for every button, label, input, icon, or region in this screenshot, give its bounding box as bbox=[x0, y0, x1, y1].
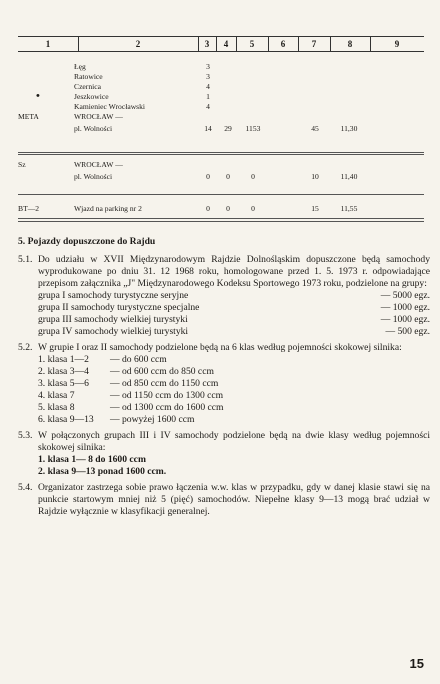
class-row bbox=[38, 378, 430, 390]
class-row bbox=[38, 390, 430, 402]
cell-time: 11,55 bbox=[340, 204, 358, 213]
class-range: — od 600 ccm do 850 ccm bbox=[110, 366, 214, 377]
header-col-4: 4 bbox=[223, 39, 229, 49]
cell-value: 1153 bbox=[245, 124, 261, 133]
class-label: 3. klasa 5—6 bbox=[38, 378, 89, 389]
class-label: 1. klasa 1—2 bbox=[38, 354, 89, 365]
paragraph-text bbox=[38, 342, 430, 426]
table-row bbox=[18, 112, 424, 122]
cell-value: 3 bbox=[206, 72, 210, 81]
class-row bbox=[38, 366, 430, 378]
cell-value: 15 bbox=[311, 204, 319, 213]
group-label: grupa II samochody turystyczne specjalne bbox=[38, 302, 200, 313]
cell-code: META bbox=[18, 112, 39, 121]
cell-place: pl. Wolności bbox=[74, 172, 113, 181]
class-label: 2. klasa 3—4 bbox=[38, 366, 89, 377]
table-row bbox=[18, 102, 424, 112]
class-row bbox=[38, 414, 430, 426]
table-row bbox=[18, 124, 424, 134]
class-row bbox=[38, 354, 430, 366]
group-value: — 1000 egz. bbox=[380, 314, 430, 325]
class-item: 1. klasa 1— 8 do 1600 ccm bbox=[38, 454, 146, 465]
cell-value: 3 bbox=[206, 62, 210, 71]
paragraph-5-3 bbox=[18, 430, 430, 478]
header-col-7: 7 bbox=[311, 39, 317, 49]
cell-place: Łęg bbox=[74, 62, 86, 71]
paragraph-content: Do udziału w XVII Międzynarodowym Rajdzie Dolnośląskim dopuszczone będą samochody wyprodukowane po dniu 31. 12 1968 roku, homologowane przed 1. 5. 1973 r. odpowiadające przepisom załącznika „J" Międzynarodowego Kodeksu Sportowego 1973 roku, podzielone na grupy: bbox=[38, 254, 430, 289]
cell-place: Jeszkowice bbox=[74, 92, 109, 101]
group-label: grupa I samochody turystyczne seryjne bbox=[38, 290, 189, 301]
cell-value: 10 bbox=[311, 172, 319, 181]
class-range: — od 850 ccm do 1150 ccm bbox=[110, 378, 219, 389]
cell-value: 0 bbox=[226, 204, 230, 213]
cell-time: 11,30 bbox=[340, 124, 358, 133]
cell-place: Kamieniec Wrocławski bbox=[74, 102, 146, 111]
table-row bbox=[18, 172, 424, 182]
class-range: — od 1300 ccm do 1600 ccm bbox=[110, 402, 224, 413]
table-row bbox=[18, 92, 424, 102]
cell-time: 11,40 bbox=[340, 172, 358, 181]
paragraph-content: W połączonych grupach III i IV samochody podzielone będą na dwie klasy według pojemności skokowej silnika: bbox=[38, 430, 430, 453]
route-table bbox=[18, 36, 424, 213]
class-range: — od 1150 ccm do 1300 ccm bbox=[110, 390, 224, 401]
class-item: 2. klasa 9—13 ponad 1600 ccm. bbox=[38, 466, 167, 477]
paragraph-text bbox=[38, 430, 430, 478]
cell-value: 29 bbox=[224, 124, 232, 133]
cell-value: 0 bbox=[251, 204, 255, 213]
cell-value: 0 bbox=[251, 172, 255, 181]
header-col-8: 8 bbox=[347, 39, 353, 49]
paragraph-content: W grupie I oraz II samochody podzielone będą na 6 klas według pojemności skokowej silnika: bbox=[38, 342, 402, 353]
class-label: 5. klasa 8 bbox=[38, 402, 75, 413]
cell-value: 4 bbox=[206, 102, 210, 111]
paragraph-text: Organizator zastrzega sobie prawo łączenia w.w. klas w przypadku, gdy w danej klasie stawi się na punkcie startowym mniej niż 5 (pięć) samochodów. Niepełne klasy 9—13 mogą brać udział w Rajdzie wyłącznie w klasyfikacji generalnej. bbox=[38, 482, 430, 517]
table-row bbox=[18, 62, 424, 72]
cell-value: 0 bbox=[206, 172, 210, 181]
cell-place: Wjazd na parking nr 2 bbox=[74, 204, 142, 213]
header-col-9: 9 bbox=[394, 39, 400, 49]
class-row bbox=[38, 402, 430, 414]
row-separator bbox=[18, 218, 424, 219]
header-col-5: 5 bbox=[249, 39, 255, 49]
cell-place: WROCŁAW — bbox=[74, 112, 123, 121]
cell-place: pl. Wolności bbox=[74, 124, 113, 133]
bullet-mark: • bbox=[36, 90, 40, 102]
paragraph-5-2 bbox=[18, 342, 430, 426]
group-value: — 500 egz. bbox=[385, 326, 430, 337]
class-label: 6. klasa 9—13 bbox=[38, 414, 94, 425]
cell-value: 45 bbox=[311, 124, 319, 133]
header-col-6: 6 bbox=[280, 39, 286, 49]
paragraph-5-1 bbox=[18, 254, 430, 338]
table-row bbox=[18, 82, 424, 92]
row-separator bbox=[18, 194, 424, 195]
table-row bbox=[18, 160, 424, 170]
class-range: — powyżej 1600 ccm bbox=[110, 414, 195, 425]
table-row bbox=[18, 204, 424, 214]
group-value: — 5000 egz. bbox=[380, 290, 430, 301]
paragraph-text bbox=[38, 254, 430, 338]
cell-place: WROCŁAW — bbox=[74, 160, 123, 169]
cell-value: 14 bbox=[204, 124, 212, 133]
group-row bbox=[38, 302, 430, 314]
row-separator bbox=[18, 221, 424, 222]
paragraph-number: 5.1. bbox=[18, 254, 33, 265]
paragraph-5-4 bbox=[18, 482, 430, 518]
cell-value: 0 bbox=[226, 172, 230, 181]
class-label: 4. klasa 7 bbox=[38, 390, 75, 401]
cell-code: Sz bbox=[18, 160, 26, 169]
group-label: grupa III samochody wielkiej turystyki bbox=[38, 314, 188, 325]
cell-value: 4 bbox=[206, 82, 210, 91]
cell-value: 0 bbox=[206, 204, 210, 213]
table-row bbox=[18, 72, 424, 82]
group-row bbox=[38, 326, 430, 338]
header-col-2: 2 bbox=[135, 39, 141, 49]
class-range: — do 600 ccm bbox=[110, 354, 167, 365]
row-separator bbox=[18, 152, 424, 153]
page-number: 15 bbox=[409, 656, 424, 671]
paragraph-number: 5.4. bbox=[18, 482, 33, 493]
header-col-3: 3 bbox=[204, 39, 210, 49]
group-value: — 1000 egz. bbox=[380, 302, 430, 313]
group-row bbox=[38, 290, 430, 302]
group-label: grupa IV samochody wielkiej turystyki bbox=[38, 326, 189, 337]
cell-place: Ratowice bbox=[74, 72, 103, 81]
paragraph-number: 5.3. bbox=[18, 430, 33, 441]
cell-value: 1 bbox=[206, 92, 210, 101]
cell-place: Czernica bbox=[74, 82, 101, 91]
table-header bbox=[18, 36, 424, 52]
group-row bbox=[38, 314, 430, 326]
row-separator bbox=[18, 154, 424, 155]
cell-code: BT—2 bbox=[18, 204, 40, 213]
section-body bbox=[18, 236, 430, 522]
section-title: 5. Pojazdy dopuszczone do Rajdu bbox=[18, 236, 156, 247]
header-col-1: 1 bbox=[45, 39, 51, 49]
paragraph-number: 5.2. bbox=[18, 342, 33, 353]
